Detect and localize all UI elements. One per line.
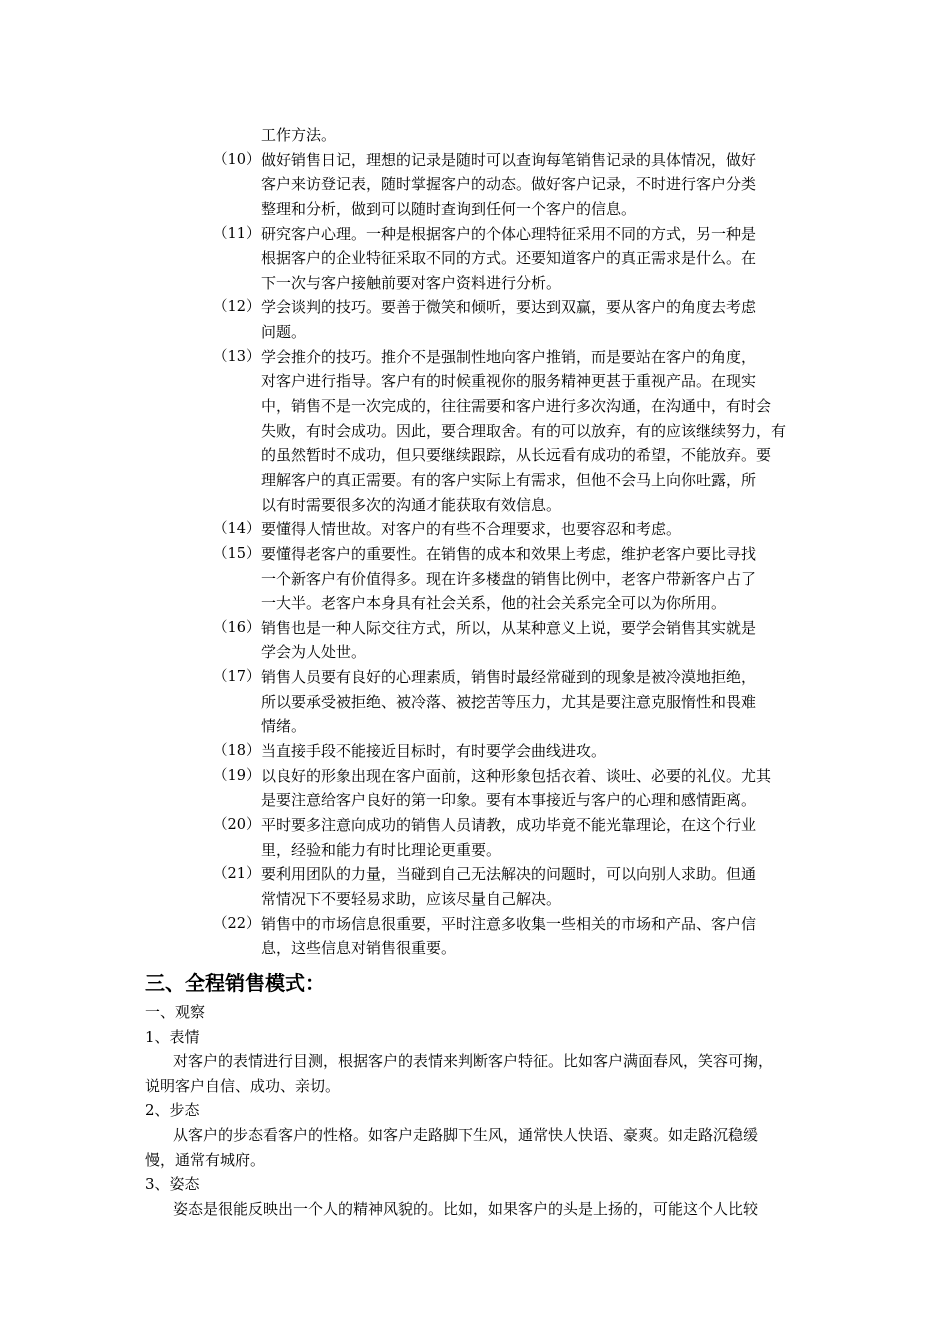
item-line: 一大半。老客户本身具有社会关系，他的社会关系完全可以为你所用。 [261,594,727,613]
item-line: 客户来访登记表，随时掌握客户的动态。做好客户记录，不时进行客户分类 [261,175,757,194]
item-line: 中，销售不是一次完成的，往往需要和客户进行多次沟通，在沟通中，有时会 [261,397,772,416]
item-body [261,912,813,961]
item-body [261,616,813,665]
item-body [261,813,813,862]
item-number: （22） [213,915,261,932]
subsection-title: 1、表情 [145,1027,200,1046]
item-line: 情绪。 [261,717,307,736]
list-item [213,764,813,813]
tips-list [213,123,813,961]
list-item [213,739,813,764]
paragraph-line: 从客户的步态看客户的性格。如客户走路脚下生风，通常快人快语、豪爽。如走路沉稳缓 [173,1125,759,1144]
item-line: 息，这些信息对销售很重要。 [261,939,457,958]
list-item [213,665,813,739]
list-item [213,912,813,961]
list-item [213,517,813,542]
item-line: 里，经验和能力有时比理论更重要。 [261,840,502,859]
item-number: （19） [213,767,261,784]
item-body [261,764,813,813]
list-item [213,345,813,517]
list-item [213,542,813,616]
list-item [213,862,813,911]
item-number: （16） [213,619,261,636]
list-item [213,222,813,296]
item-line: 以有时需要很多次的沟通才能获取有效信息。 [261,495,562,514]
item-body [261,345,813,517]
list-item [213,813,813,862]
item-line: 是要注意给客户良好的第一印象。要有本事接近与客户的心理和感情距离。 [261,791,757,810]
item-line: 一个新客户有价值得多。现在许多楼盘的销售比例中，老客户带新客户占了 [261,569,757,588]
item-body [261,862,813,911]
item-body [261,542,813,616]
item-number: （13） [213,348,261,365]
item-body [261,295,813,344]
list-item [213,148,813,222]
item-line: 的虽然暂时不成功，但只要继续跟踪，从长远看有成功的希望，不能放弃。要 [261,446,772,465]
item-line: 学会为人处世。 [261,643,367,662]
item-number: （21） [213,866,261,883]
paragraph-line: 慢，通常有城府。 [145,1150,266,1169]
subheading: 一、观察 [145,1003,206,1021]
item-line: 研究客户心理。一种是根据客户的个体心理特征采用不同的方式，另一种是 [261,224,757,243]
item-line: 问题。 [261,323,307,342]
item-line: 销售人员要有良好的心理素质，销售时最经常碰到的现象是被冷漠地拒绝， [261,668,757,687]
item-line: 根据客户的企业特征采取不同的方式。还要知道客户的真正需求是什么。在 [261,249,757,268]
item-line: 销售也是一种人际交往方式，所以，从某种意义上说，要学会销售其实就是 [261,618,757,637]
item-body [261,665,813,739]
item-line: 失败，有时会成功。因此，要合理取舍。有的可以放弃，有的应该继续努力，有 [261,421,787,440]
item-line: 下一次与客户接触前要对客户资料进行分析。 [261,273,562,292]
item-line: 整理和分析，做到可以随时查询到任何一个客户的信息。 [261,199,637,218]
sales-model-section [145,966,825,1221]
item-line: 当直接手段不能接近目标时，有时要学会曲线进攻。 [261,742,607,761]
item-line: 常情况下不要轻易求助，应该尽量自己解决。 [261,889,562,908]
item-body [261,148,813,222]
paragraph-line: 对客户的表情进行目测，根据客户的表情来判断客户特征。比如客户满面春风，笑容可掬， [173,1052,774,1071]
item-number: （11） [213,225,261,242]
item-line: 要利用团队的力量，当碰到自己无法解决的问题时，可以向别人求助。但通 [261,865,757,884]
item-body [261,517,813,542]
item-line: 所以要承受被拒绝、被冷落、被挖苦等压力，尤其是要注意克服惰性和畏难 [261,692,757,711]
item-line: 要懂得老客户的重要性。在销售的成本和效果上考虑，维护老客户要比寻找 [261,544,757,563]
item-line: 对客户进行指导。客户有的时候重视你的服务精神更甚于重视产品。在现实 [261,372,757,391]
item-line: 学会推介的技巧。推介不是强制性地向客户推销，而是要站在客户的角度， [261,347,757,366]
paragraph-line: 姿态是很能反映出一个人的精神风貌的。比如，如果客户的头是上扬的，可能这个人比较 [173,1199,759,1218]
subsection-title: 2、步态 [145,1101,200,1120]
item-body [261,739,813,764]
item-line: 销售中的市场信息很重要，平时注意多收集一些相关的市场和产品、客户信 [261,914,757,933]
item-number: （10） [213,151,261,168]
continuation-line: 工作方法。 [261,126,337,144]
item-number: （12） [213,299,261,316]
item-number: （20） [213,816,261,833]
item-body [261,222,813,296]
item-number: （14） [213,521,261,538]
section-heading: 三、全程销售模式： [145,971,325,995]
item-number: （15） [213,545,261,562]
paragraph-line: 说明客户自信、成功、亲切。 [145,1076,341,1095]
item-line: 平时要多注意向成功的销售人员请教，成功毕竟不能光靠理论，在这个行业 [261,815,757,834]
item-number: （17） [213,669,261,686]
subsection-title: 3、姿态 [145,1175,200,1194]
item-line: 以良好的形象出现在客户面前，这种形象包括衣着、谈吐、必要的礼仪。尤其 [261,766,772,785]
item-number: （18） [213,743,261,760]
list-item [213,295,813,344]
list-item [213,616,813,665]
item-line: 学会谈判的技巧。要善于微笑和倾听，要达到双赢，要从客户的角度去考虑 [261,298,757,317]
item-line: 理解客户的真正需要。有的客户实际上有需求，但他不会马上向你吐露，所 [261,470,757,489]
item-line: 做好销售日记，理想的记录是随时可以查询每笔销售记录的具体情况，做好 [261,150,757,169]
item-line: 要懂得人情世故。对客户的有些不合理要求，也要容忍和考虑。 [261,520,682,539]
